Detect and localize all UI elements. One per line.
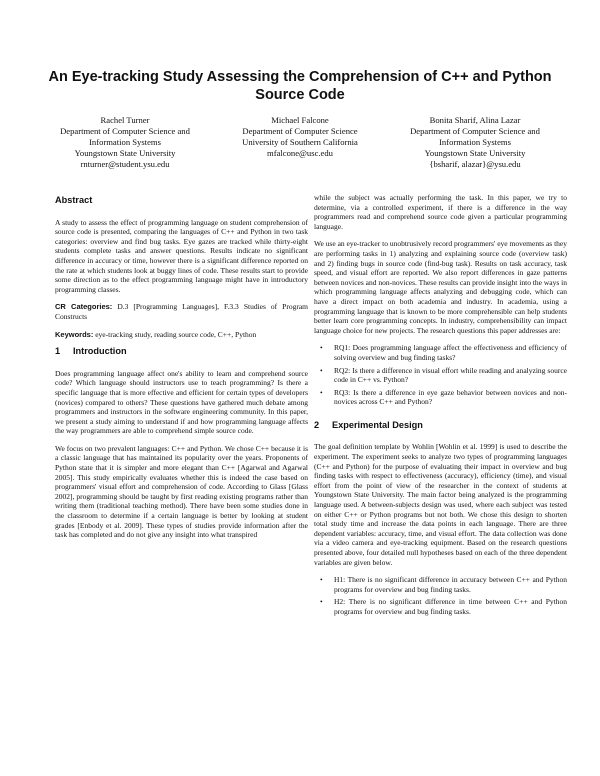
author-name: Bonita Sharif, Alina Lazar	[429, 115, 521, 125]
keywords-text: eye-tracking study, reading source code, C++, Python	[95, 329, 257, 339]
list-item: • H2: There is no significant difference in time between C++ and Python programs for overview and bug finding tasks.	[314, 597, 567, 616]
intro-heading	[55, 347, 308, 357]
paper-title: An Eye-tracking Study Assessing the Comprehension of C++ and Python Source Code	[48, 69, 552, 103]
author-email: {bsharif, alazar}@ysu.edu	[429, 159, 521, 169]
list-item: • H1: There is no significant difference in accuracy between C++ and Python programs for overview and bug finding tasks.	[314, 575, 567, 594]
keywords	[55, 330, 308, 340]
author-dept: Department of Computer Science and	[60, 126, 190, 136]
author-block	[40, 115, 560, 170]
author-1	[40, 115, 210, 170]
author-dept: Information Systems	[89, 137, 161, 147]
research-questions	[314, 343, 567, 407]
author-email: rnturner@student.ysu.edu	[80, 159, 170, 169]
author-name: Michael Falcone	[271, 115, 329, 125]
intro-paragraph-4: We use an eye-tracker to unobtrusively record programmers' eye movements as they are performing tasks in 1) analyzing and explaining source code (overview task) and 2) finding bugs in source code (find-bug task). Results on task accuracy, task speed, and visual effort are reported. We also report differences in gaze patterns between novices and non-novices. These results can provide insight into the ways in which programming language affects analyzing and debugging code, which can have a direct impact on both academia and industry. In academia, using a programming language that is known to be more comprehensible can help students better learn core programming concepts. In industry, comprehensibility can impact language choice for new projects. The research questions this paper addresses are:	[314, 239, 567, 335]
author-2	[215, 115, 385, 170]
right-column	[314, 193, 567, 620]
author-dept: Department of Computer Science and	[410, 126, 540, 136]
author-name: Rachel Turner	[100, 115, 150, 125]
left-column	[55, 190, 308, 548]
section-title: Experimental Design	[332, 419, 423, 430]
list-item: • RQ2: Is there a difference in visual effort while reading and analyzing source code in C++ vs. Python?	[314, 366, 567, 385]
section-number: 1	[55, 346, 61, 357]
intro-paragraph-2: We focus on two prevalent languages: C++ and Python. We chose C++ because it is a classic language that has maintained its popularity over the years. Proponents of Python state that it is simpler and more elegant than C++ [Agarwal and Agarwal 2005]. This study empirically evaluates whether this is indeed the case based on programmers' visual effort and comprehension of code. According to Glass [Glass 2002], programming should be taught by first reading existing programs rather than writing them (traditional teaching method). There have been some studies done in the classroom to determine if a certain language is better by looking at student grades [Enbody et al. 2009]. These types of studies provide information after the task has completed and do not give any insight into what transpired	[55, 443, 308, 540]
keywords-label: Keywords:	[55, 329, 94, 339]
cr-text: D.3 [Programming Languages], F.3.3 Studies of Program Constructs	[55, 302, 308, 321]
author-inst: Youngstown State University	[74, 148, 176, 158]
author-3	[390, 115, 560, 170]
hypotheses-list	[314, 575, 567, 616]
abstract-text: A study to assess the effect of programming language on student comprehension of source code is presented, comparing the languages of C++ and Python in two task categories: overview and find bug tasks. Eye gazes are tracked while thirty-eight students complete tasks and answer questions. Results indicate no significant difference in accuracy or time, however there is a significant difference reported on the rate at which students look at buggy lines of code. These results start to provide some direction as to the effect programming language might have in introductory programming classes.	[55, 217, 308, 294]
list-item: • RQ1: Does programming language affect the effectiveness and efficiency of solving overview and bug finding tasks?	[314, 343, 567, 362]
section-number: 2	[314, 419, 320, 430]
author-dept: Department of Computer Science	[242, 126, 358, 136]
cr-categories	[55, 302, 308, 321]
design-paragraph-1: The goal definition template by Wohlin [Wohlin et al. 1999] is used to describe the experiment. The experiment seeks to analyze two types of programming languages (C++ and Python) for the purpose of evaluating their impact in overview and bug finding tasks with respect to effectiveness (accuracy), efficiency (time), and visual effort from the point of view of the researcher in the context of students at Youngstown State University. The main factor being analyzed is the programming language used. A between-subjects design was used, where each subject was tested on either C++ or Python programs but not both. We chose this design to shorten total study time and increase the data points in each language. There are three dependent variables: accuracy, time, and visual effort. The data collection was done via a video camera and eye-tracking equipment. Based on the research questions presented above, four detailed null hypotheses based on each of the three dependent variables are given below.	[314, 442, 567, 567]
design-heading	[314, 421, 567, 431]
author-email: mfalcone@usc.edu	[267, 148, 333, 158]
author-dept: Information Systems	[439, 137, 511, 147]
author-dept: University of Southern California	[242, 137, 358, 147]
author-inst: Youngstown State University	[424, 148, 526, 158]
section-title: Introduction	[73, 346, 127, 357]
abstract-heading: Abstract	[55, 195, 93, 205]
cr-label: CR Categories:	[55, 302, 113, 312]
intro-paragraph-1: Does programming language affect one's ability to learn and comprehend source code? Which language should instructors use to teach programming? Is there a specific language that is more effective and efficient for certain types of developers (novices) compared to others? These questions have gathered much debate among programmers and instructors in the software engineering community. In this paper, we present a study aiming to understand if and how programming language affects the way programmers are able to comprehend simple source code.	[55, 368, 308, 436]
list-item: • RQ3: Is there a difference in eye gaze behavior between novices and non-novices across C++ and Python?	[314, 388, 567, 407]
intro-paragraph-3: while the subject was actually performing the task. In this paper, we try to determine, via a controlled experiment, if there is a difference in the way programmers read and comprehend source code given a particular programming language.	[314, 193, 567, 231]
